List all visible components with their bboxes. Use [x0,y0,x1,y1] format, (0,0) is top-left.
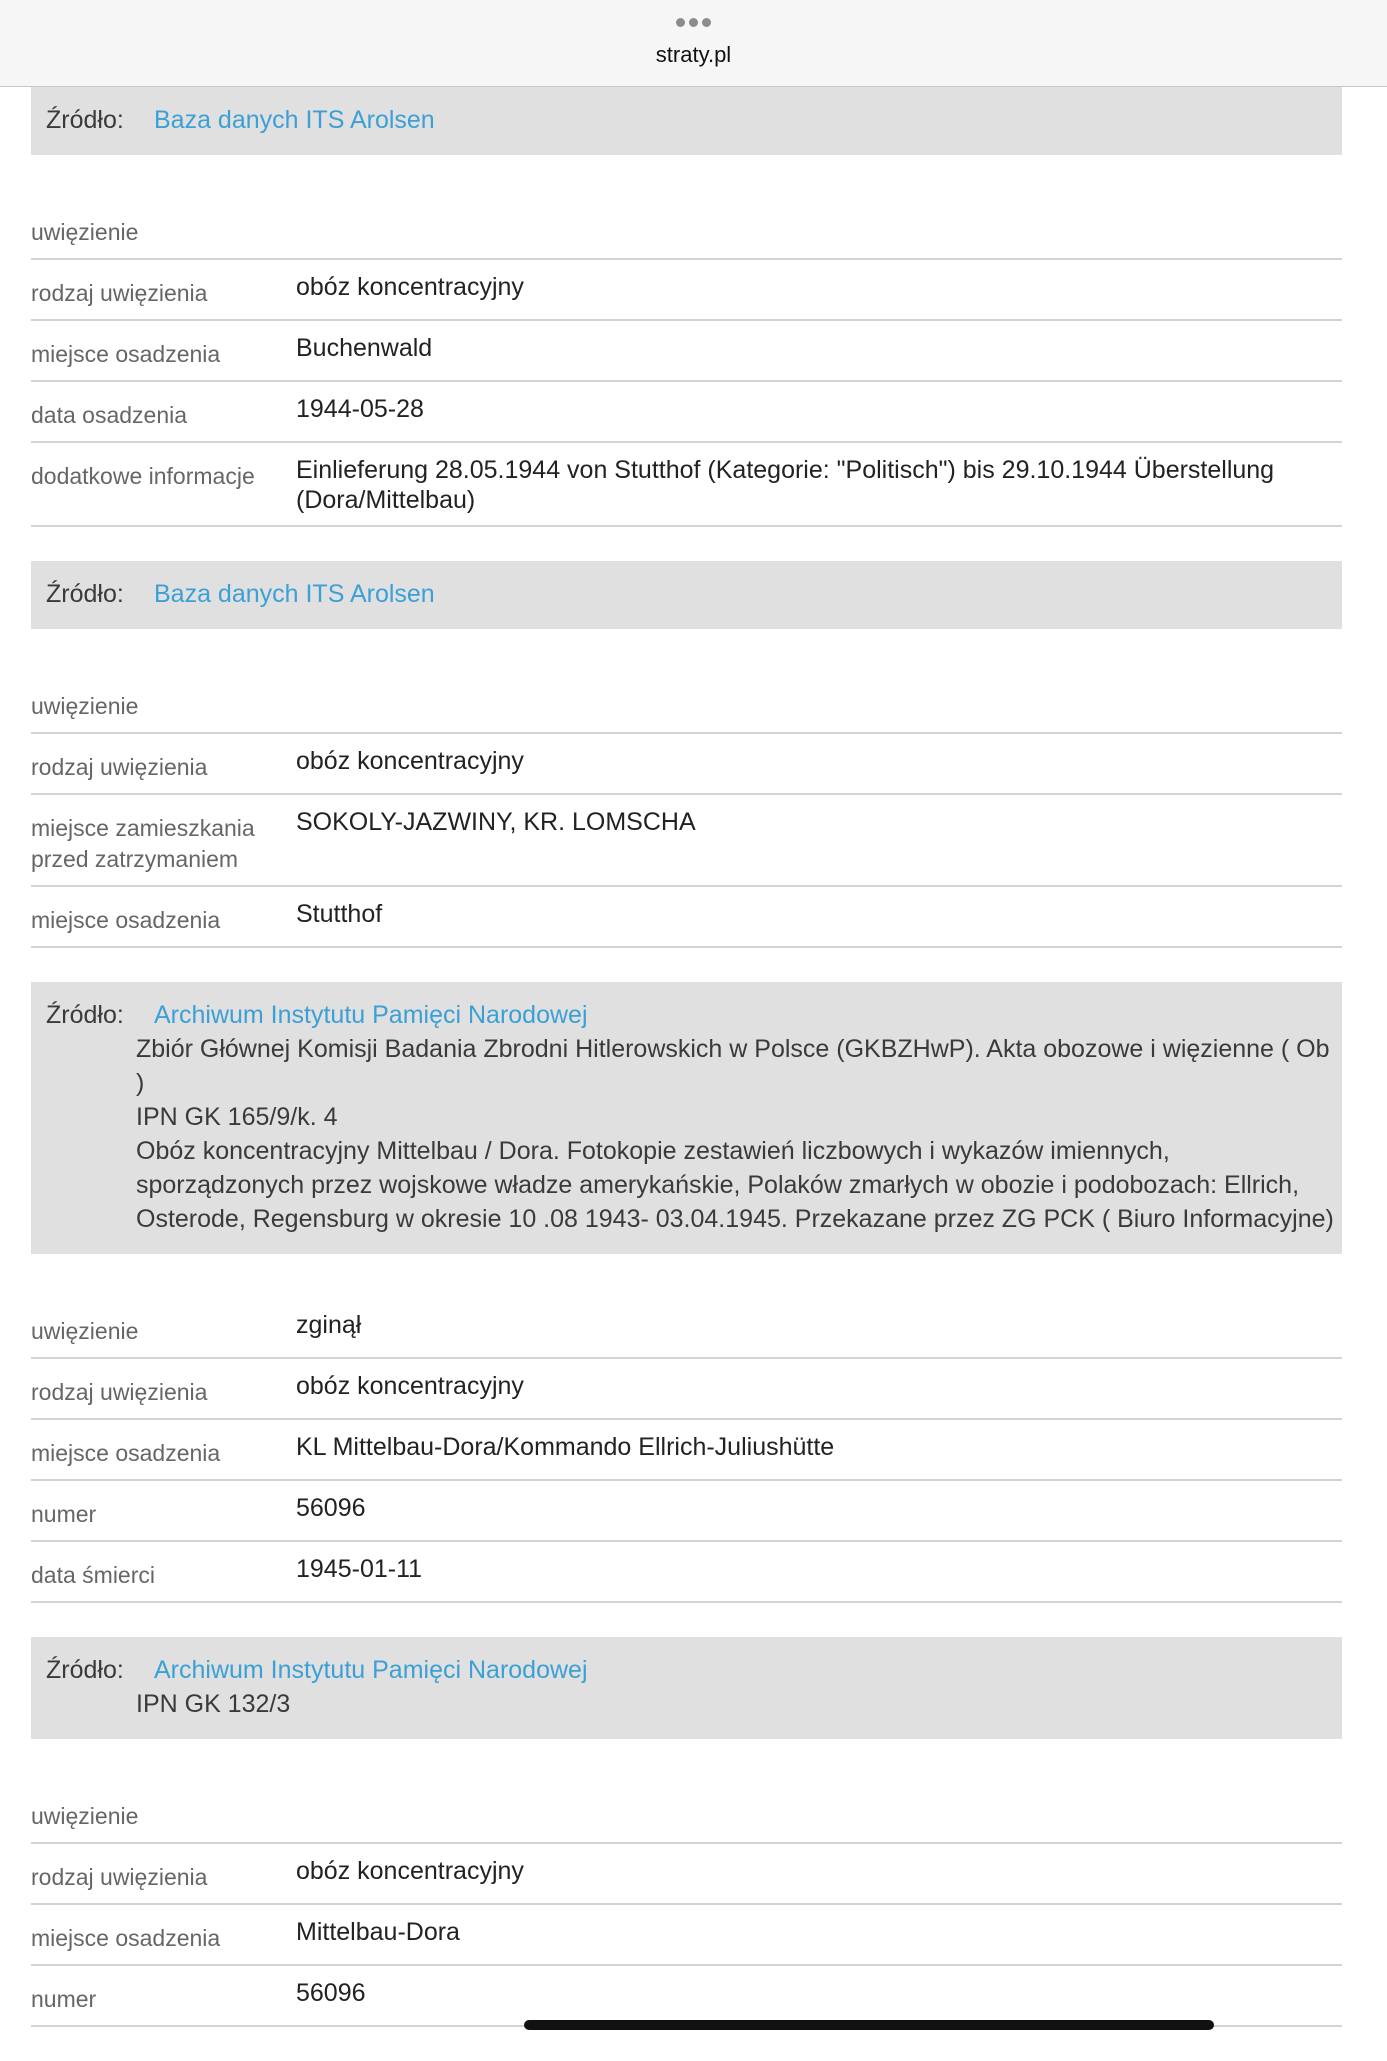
record-value: obóz koncentracyjny [296,1857,524,1885]
record-row [31,1905,1342,1966]
record-label: rodzaj uwięzienia [31,280,208,306]
record-label: uwięzienie [31,219,139,245]
record-value: obóz koncentracyjny [296,747,524,775]
source-label: Źródło: [46,580,124,608]
record-value: Buchenwald [296,334,433,362]
source-line [46,103,1342,137]
record-row [31,795,1342,887]
record-value: zginął [296,1311,362,1339]
source-box [31,982,1342,1254]
source-link[interactable]: Baza danych ITS Arolsen [154,106,435,134]
source-line [46,998,1342,1032]
record-list [31,1783,1342,2027]
record-row [31,199,1342,260]
record-value: 1944-05-28 [296,395,424,423]
source-link[interactable]: Archiwum Instytutu Pamięci Narodowej [154,1656,588,1684]
record-value [296,1795,1342,1832]
record-value: 56096 [296,1979,366,2007]
record-label: rodzaj uwięzienia [31,1379,208,1405]
record-value [296,211,1342,248]
record-row [31,734,1342,795]
record-label: numer [31,1501,97,1527]
record-label: miejsce osadzenia [31,1925,221,1951]
record-value: SOKOLY-JAZWINY, KR. LOMSCHA [296,808,696,836]
record-label: rodzaj uwięzienia [31,1864,208,1890]
record-value [296,685,1342,722]
record-row [31,673,1342,734]
source-label: Źródło: [46,1001,124,1029]
record-label: uwięzienie [31,693,139,719]
browser-top-bar [0,0,1387,87]
record-value: Mittelbau-Dora [296,1918,460,1946]
record-value: Stutthof [296,900,383,928]
record-list [31,1298,1342,1603]
record-list [31,199,1342,527]
record-value: obóz koncentracyjny [296,273,524,301]
main-content [31,87,1342,2061]
record-row [31,1783,1342,1844]
record-value: obóz koncentracyjny [296,1372,524,1400]
source-label: Źródło: [46,1656,124,1684]
record-value: Einlieferung 28.05.1944 von Stutthof (Kategorie: "Politisch") bis 29.10.1944 Überstellung (Dora/Mittelbau) [296,456,1275,514]
more-options-icon[interactable] [0,14,1387,30]
source-label: Źródło: [46,106,124,134]
record-row [31,1420,1342,1481]
record-value: 56096 [296,1494,366,1522]
record-row [31,1844,1342,1905]
record-label: numer [31,1986,97,2012]
record-label: miejsce osadzenia [31,1440,221,1466]
record-label: miejsce osadzenia [31,341,221,367]
source-line [46,1653,1342,1687]
record-label: miejsce osadzenia [31,907,221,933]
record-row [31,1298,1342,1359]
record-label: uwięzienie [31,1318,139,1344]
source-link[interactable]: Baza danych ITS Arolsen [154,580,435,608]
record-row [31,443,1342,527]
record-row [31,382,1342,443]
record-label: data osadzenia [31,402,188,428]
record-label: rodzaj uwięzienia [31,754,208,780]
record-row [31,260,1342,321]
record-row [31,887,1342,948]
record-row [31,1481,1342,1542]
record-row [31,1542,1342,1603]
record-list [31,673,1342,948]
record-label: uwięzienie [31,1803,139,1829]
record-label: dodatkowe informacje [31,463,255,489]
record-row [31,1359,1342,1420]
source-box [31,561,1342,629]
url-label[interactable]: straty.pl [655,42,732,67]
source-detail: IPN GK 132/3 [136,1690,291,1718]
record-value: KL Mittelbau-Dora/Kommando Ellrich-Juliushütte [296,1433,835,1461]
source-box [31,87,1342,155]
record-row [31,1966,1342,2027]
source-link[interactable]: Archiwum Instytutu Pamięci Narodowej [154,1001,588,1029]
home-indicator [524,2020,1214,2030]
record-value: 1945-01-11 [296,1555,423,1583]
source-detail: Zbiór Głównej Komisji Badania Zbrodni Hitlerowskich w Polsce (GKBZHwP). Akta obozowe i więzienne ( Ob ) IPN GK 165/9/k. 4 Obóz koncentracyjny Mittelbau / Dora. Fotokopie zestawień liczbowych i wykazów imiennych, sporządzonych przez wojskowe władze amerykańskie, Polaków zmarłych w obozie i podobozach: Ellrich, Osterode, Regensburg w okresie 10 .08 1943- 03.04.1945. Przekazane przez ZG PCK ( Biuro Informacyjne) [136,1035,1334,1233]
record-row [31,321,1342,382]
record-label: miejsce zamieszkania przed zatrzymaniem [31,815,255,872]
record-label: data śmierci [31,1562,155,1588]
source-line [46,577,1342,611]
source-box [31,1637,1342,1739]
